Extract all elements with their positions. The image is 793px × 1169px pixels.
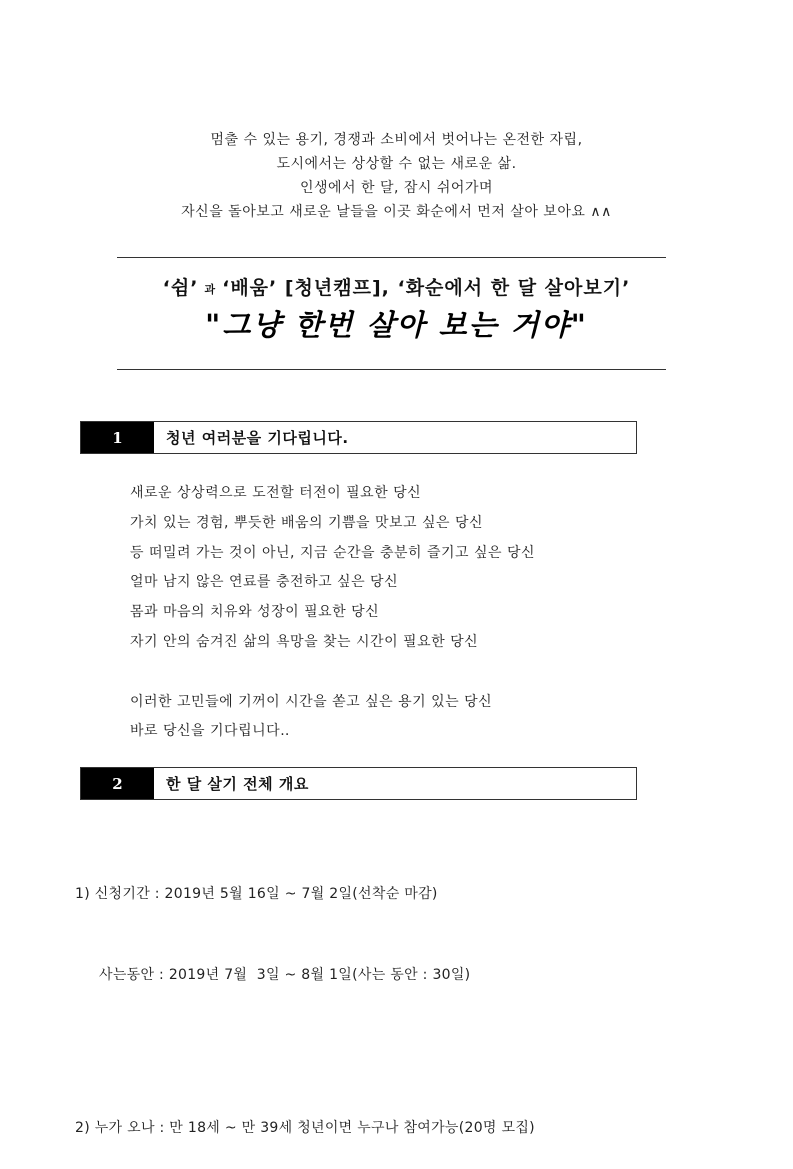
intro-line: 멈출 수 있는 용기, 경쟁과 소비에서 벗어나는 온전한 자립,: [210, 132, 583, 148]
section-2-number: 2: [81, 768, 154, 799]
body-line: 가치 있는 경험, 뿌듯한 배움의 기쁨을 맛보고 싶은 당신: [130, 514, 484, 531]
closing-line: 이러한 고민들에 기꺼이 시간을 쏟고 싶은 용기 있는 당신: [130, 693, 493, 710]
body-line: 새로운 상상력으로 도전할 터전이 필요한 당신: [130, 485, 422, 501]
intro-paragraph: [0, 128, 793, 224]
intro-line: 자신을 돌아보고 새로운 날들을 이곳 화순에서 먼저 살아 보아요 ∧∧: [181, 204, 612, 220]
title-part-main: ‘배움’ [청년캠프], ‘화순에서 한 달 살아보기’: [222, 277, 631, 299]
section-1-body: [130, 479, 535, 747]
intro-line: 도시에서는 상상할 수 없는 새로운 삶.: [276, 156, 517, 172]
top-divider: [117, 257, 666, 258]
overview-item-2: 2) 누가 오나 : 만 18세 ~ 만 39세 청년이면 누구나 참여가능(20명 모집): [75, 1120, 535, 1136]
title-conjunction: 과: [204, 282, 217, 296]
section-1-header: [80, 421, 637, 454]
body-line: 자기 안의 숨겨진 삶의 욕망을 찾는 시간이 필요한 당신: [130, 633, 479, 650]
closing-line: 바로 당신을 기다립니다‥: [130, 723, 290, 740]
body-line: 등 떠밀려 가는 것이 아닌, 지금 순간을 충분히 즐기고 싶은 당신: [130, 544, 536, 561]
section-1-number: 1: [81, 422, 154, 453]
body-line: 몸과 마음의 치유와 성장이 필요한 당신: [130, 604, 380, 621]
bottom-divider: [117, 369, 666, 370]
overview-item-1-line-2: 사는동안 : 2019년 7월 3일 ~ 8월 1일(사는 동안 : 30일): [99, 967, 471, 983]
spacer: [75, 1043, 535, 1061]
slogan-headline: "그냥 한번 살아 보는 거야": [205, 308, 588, 342]
overview-item-1-line-1: 1) 신청기간 : 2019년 5월 16일 ~ 7월 2일(선착순 마감): [75, 886, 438, 902]
section-1-title: 청년 여러분을 기다립니다.: [166, 429, 349, 447]
spacer: [130, 658, 535, 688]
program-title: [0, 273, 793, 300]
intro-line: 인생에서 한 달, 잠시 쉬어가며: [299, 180, 494, 196]
title-part-rest: ‘쉼’: [162, 277, 199, 299]
body-line: 얼마 남지 않은 연료를 충전하고 싶은 당신: [130, 574, 399, 591]
section-2-body: [75, 827, 535, 1169]
section-2-title: 한 달 살기 전체 개요: [166, 775, 309, 793]
section-2-header: [80, 767, 637, 800]
